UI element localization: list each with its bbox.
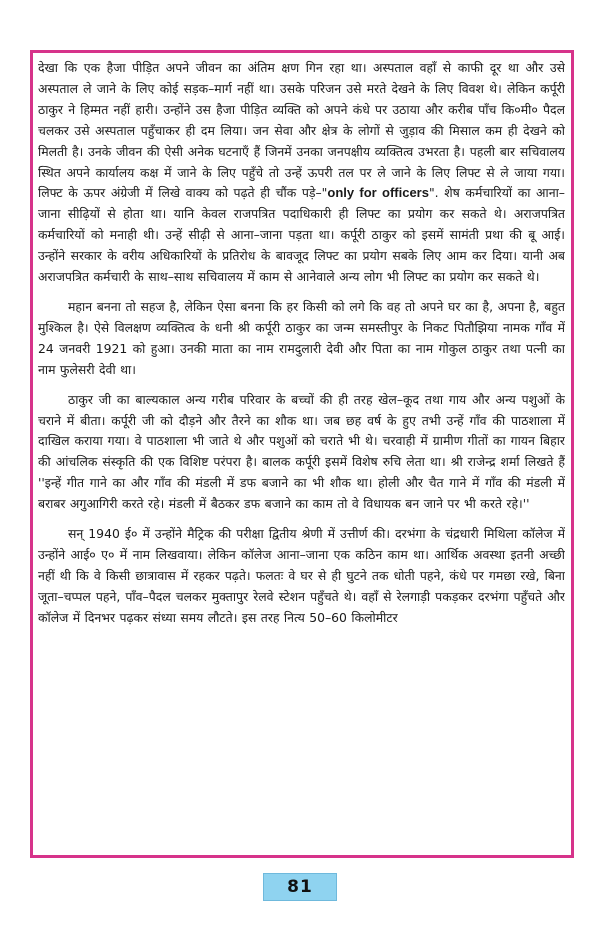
- paragraph-4: सन् 1940 ई० में उन्होंने मैट्रिक की परीक्षा द्वितीय श्रेणी में उत्तीर्ण की। दरभंगा के चंद्रधारी मिथिला कॉलेज में उन्होंने आई० ए० में नाम लिखवाया। लेकिन कॉलेज आना–जाना एक कठिन काम था। आर्थिक अवस्था इतनी अच्छी नहीं थी कि वे किसी छात्रावास में रहकर पढ़ते। फलतः वे घर से ही घुटने तक धोती पहने, कंधे पर गमछा रखे, बिना जूता–चप्पल पहने, पाँव–पैदल चलकर मुक्तापुर रेलवे स्टेशन पहुँचते थे। वहाँ से रेलगाड़ी पकड़कर दरभंगा पहुँचते और कॉलेज में दिनभर पढ़कर संध्या समय लौटते। इस तरह नित्य 50–60 किलोमीटर: [38, 526, 565, 625]
- page-number: 81: [263, 873, 337, 901]
- english-phrase: only for officers: [327, 185, 429, 201]
- paragraph-1-text-after: ". शेष कर्मचारियों का आना–जाना सीढ़ियों से होता था। यानि केवल राजपत्रित पदाधिकारी ही लिफ्ट का प्रयोग कर सकते थे। अराजपत्रित कर्मचारियों को मनाही थी। उन्हें सीढ़ी से आना–जाना पड़ता था। कर्पूरी ठाकुर को इसमें सामंती प्रथा की बू आई। उन्होंने सरकार के वरीय अधिकारियों के प्रतिरोध के बावजूद लिफ्ट का प्रयोग सबके लिए आम कर दिया। यानी अब अराजपत्रित कर्मचारी के साथ–साथ सचिवालय में काम से आनेवाले अन्य लोग भी लिफ्ट का प्रयोग कर सकते थे।: [38, 185, 565, 285]
- text-body: [38, 58, 565, 850]
- paragraph-2: महान बनना तो सहज है, लेकिन ऐसा बनना कि हर किसी को लगे कि वह तो अपने घर का है, अपना है, बहुत मुश्किल है। ऐसे विलक्षण व्यक्तित्व के धनी श्री कर्पूरी ठाकुर का जन्म समस्तीपुर के निकट पितौझिया नामक गाँव में 24 जनवरी 1921 को हुआ। उनकी माता का नाम रामदुलारी देवी और पिता का नाम गोकुल ठाकुर तथा पत्नी का नाम फुलेसरी देवी था।: [38, 298, 565, 377]
- paragraph-3: ठाकुर जी का बाल्यकाल अन्य गरीब परिवार के बच्चों की ही तरह खेल–कूद तथा गाय और अन्य पशुओं के चराने में बीता। कर्पूरी जी को दौड़ने और तैरने का शौक था। जब छह वर्ष के हुए तभी उन्हें गाँव की पाठशाला में दाखिल कराया गया। वे पाठशाला भी जाते थे और पशुओं को चराते भी थे। चरवाही में ग्रामीण गीतों का गायन बिहार की आंचलिक संस्कृति की एक विशिष्ट परंपरा है। बालक कर्पूरी इसमें विशेष रुचि लेता था। श्री राजेन्द्र शर्मा लिखते हैं ''इन्हें गीत गाने का और गाँव की मंडली में डफ बजाने का भी शौक था। होली और चैत गाने में गाँव की मंडली में बराबर अगुआगिरी करते रहे। मंडली में बैठकर डफ बजाने का काम तो वे विधायक बन जाने पर भी करते रहे।'': [38, 391, 565, 512]
- paragraph-1: [38, 58, 565, 288]
- paragraph-1-text-before: देखा कि एक हैजा पीड़ित अपने जीवन का अंतिम क्षण गिन रहा था। अस्पताल वहाँ से काफी दूर था और उसे अस्पताल ले जाने के लिए कोई सड़क–मार्ग नहीं था। उसके परिजन उसे मरते देखने के लिए विवश थे। लेकिन कर्पूरी ठाकुर ने हिम्मत नहीं हारी। उन्होंने उस हैजा पीड़ित व्यक्ति को अपने कंधे पर उठाया और करीब पाँच कि०मी० पैदल चलकर उसे अस्पताल पहुँचाकर ही दम लिया। जन सेवा और क्षेत्र के लोगों से जुड़ाव की मिसाल कम ही देखने को मिलती है। उनके जीवन की ऐसी अनेक घटनाएँ हैं जिनमें उनका जनपक्षीय व्यक्तित्व उभरता है। पहली बार सचिवालय स्थित अपने कार्यालय कक्ष में जाने के लिए पहुँचे तो उन्हें ऊपरी तल पर ले जाने के लिए लिफ्ट से ले जाया गया। लिफ्ट के ऊपर अंग्रेजी में लिखे वाक्य को पढ़ते ही चौंक पड़े–": [38, 60, 565, 201]
